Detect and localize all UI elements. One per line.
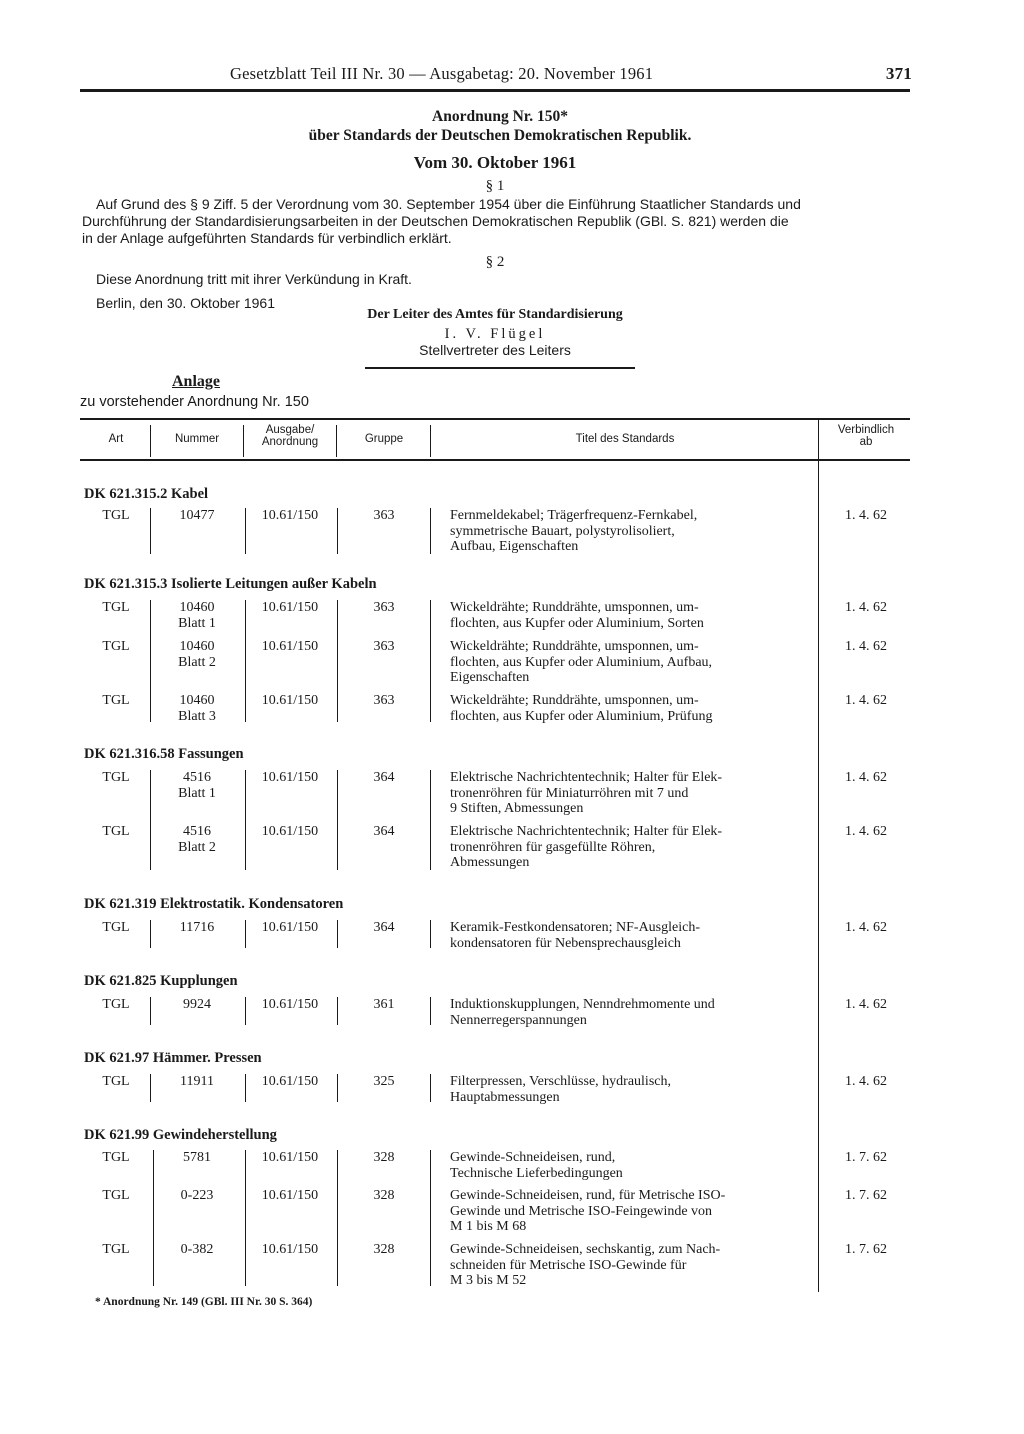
- cell-titel: [450, 1150, 815, 1181]
- row-separator: [430, 508, 431, 554]
- cell-art: TGL: [102, 997, 130, 1012]
- row-separator: [430, 1150, 431, 1286]
- row-separator: [337, 1074, 338, 1102]
- cell-titel: [450, 770, 815, 817]
- titel-line: M 1 bis M 68: [450, 1219, 527, 1234]
- row-separator: [150, 508, 151, 554]
- section-1-line: Auf Grund des § 9 Ziff. 5 der Verordnung vom 30. September 1954 über die Einführung Staatlicher Standards und: [96, 196, 801, 212]
- cell-nummer: 11911: [180, 1074, 214, 1089]
- cell-art: TGL: [102, 693, 130, 708]
- running-header: [80, 64, 920, 88]
- row-separator: [150, 1074, 151, 1102]
- row-separator: [337, 600, 338, 722]
- row-separator: [245, 508, 246, 554]
- cell-art: TGL: [102, 1188, 130, 1203]
- cell-nummer: [156, 600, 238, 631]
- row-separator: [150, 600, 151, 722]
- nummer-value: 10460: [179, 639, 215, 654]
- titel-line: Gewinde-Schneideisen, sechskantig, zum Nach-: [450, 1242, 721, 1257]
- signatory-title: Der Leiter des Amtes für Standardisierung: [367, 307, 623, 322]
- row-separator: [430, 600, 431, 722]
- titel-line: tronenröhren für gasgefüllte Röhren,: [450, 839, 656, 855]
- header-separator: [243, 425, 244, 457]
- signatory-role: Stellvertreter des Leiters: [419, 342, 571, 358]
- group-heading: DK 621.99 Gewindeherstellung: [84, 1127, 277, 1143]
- nummer-value: 10460: [179, 600, 215, 615]
- cell-ausgabe: 10.61/150: [261, 770, 319, 785]
- cell-ausgabe: 10.61/150: [261, 693, 319, 708]
- cell-gruppe: 364: [373, 920, 395, 935]
- titel-line: Wickeldrähte; Runddrähte, umsponnen, um-: [450, 639, 699, 654]
- titel-line: Wickeldrähte; Runddrähte, umsponnen, um-: [450, 600, 699, 615]
- col-header-ausgabe-line2: Anordnung: [261, 436, 319, 448]
- cell-art: TGL: [102, 639, 130, 654]
- cell-gruppe: 361: [373, 997, 395, 1012]
- col-header-verbindlich-line2: ab: [859, 436, 873, 448]
- row-separator: [245, 997, 246, 1025]
- footnote: * Anordnung Nr. 149 (GBl. III Nr. 30 S. 364): [95, 1296, 313, 1308]
- cell-art: TGL: [102, 824, 130, 839]
- cell-nummer: [156, 639, 238, 670]
- titel-line: Nennerregerspannungen: [450, 1012, 587, 1028]
- cell-nummer: 0-382: [180, 1242, 214, 1257]
- cell-titel: [450, 693, 815, 724]
- cell-ausgabe: 10.61/150: [261, 920, 319, 935]
- table-header-rule: [80, 459, 910, 461]
- col-header-verbindlich-line1: Verbindlich: [837, 424, 895, 436]
- cell-nummer: 10477: [179, 508, 215, 523]
- row-separator: [337, 508, 338, 554]
- blatt-value: Blatt 2: [178, 839, 216, 855]
- col-header-verbindlich: [822, 424, 910, 448]
- titel-line: Gewinde-Schneideisen, rund,: [450, 1150, 616, 1165]
- col-header-nummer: Nummer: [174, 433, 220, 445]
- group-heading: DK 621.97 Hämmer. Pressen: [84, 1050, 262, 1066]
- section-1-text: [82, 196, 912, 247]
- cell-titel: [450, 1074, 815, 1105]
- titel-line: kondensatoren für Nebensprechausgleich: [450, 935, 681, 951]
- cell-art: TGL: [102, 1150, 130, 1165]
- annex-subheading: zu vorstehender Anordnung Nr. 150: [80, 394, 309, 410]
- cell-verbindlich: 1. 7. 62: [845, 1150, 887, 1165]
- cell-titel: [450, 639, 815, 686]
- row-separator: [245, 920, 246, 948]
- titel-line: Fernmeldekabel; Trägerfrequenz-Fernkabel,: [450, 508, 698, 523]
- cell-nummer: [156, 824, 238, 855]
- row-separator: [337, 770, 338, 870]
- nummer-value: 4516: [183, 824, 211, 839]
- cell-ausgabe: 10.61/150: [261, 508, 319, 523]
- cell-art: TGL: [102, 600, 130, 615]
- cell-ausgabe: 10.61/150: [261, 1188, 319, 1203]
- nummer-value: 4516: [183, 770, 211, 785]
- header-separator: [336, 425, 337, 457]
- titel-line: symmetrische Bauart, polystyrolisoliert,: [450, 523, 675, 539]
- cell-nummer: [156, 693, 238, 724]
- row-separator: [430, 1074, 431, 1102]
- blatt-value: Blatt 2: [178, 654, 216, 670]
- cell-verbindlich: 1. 7. 62: [845, 1242, 887, 1257]
- cell-gruppe: 328: [373, 1242, 395, 1257]
- signatory-name: I. V. Flügel: [444, 326, 546, 342]
- cell-ausgabe: 10.61/150: [261, 1074, 319, 1089]
- row-separator: [245, 1150, 246, 1286]
- cell-titel: [450, 508, 815, 555]
- cell-nummer: 5781: [183, 1150, 211, 1165]
- verbindlich-column-rule: [818, 420, 819, 1292]
- header-rule: [80, 89, 910, 92]
- cell-ausgabe: 10.61/150: [261, 600, 319, 615]
- cell-gruppe: 363: [373, 600, 395, 615]
- place-date: Berlin, den 30. Oktober 1961: [96, 295, 276, 311]
- group-heading: DK 621.315.2 Kabel: [84, 486, 209, 502]
- header-separator: [150, 425, 151, 457]
- cell-titel: [450, 920, 815, 951]
- titel-line: Wickeldrähte; Runddrähte, umsponnen, um-: [450, 693, 699, 708]
- titel-line: Gewinde-Schneideisen, rund, für Metrische ISO-: [450, 1188, 726, 1203]
- cell-gruppe: 363: [373, 508, 395, 523]
- cell-ausgabe: 10.61/150: [261, 1242, 319, 1257]
- cell-nummer: 9924: [183, 997, 211, 1012]
- titel-line: Aufbau, Eigenschaften: [450, 539, 579, 554]
- col-header-titel: Titel des Standards: [575, 433, 675, 445]
- titel-line: flochten, aus Kupfer oder Aluminium, Aufbau,: [450, 654, 713, 670]
- cell-verbindlich: 1. 4. 62: [845, 639, 887, 654]
- titel-line: Eigenschaften: [450, 670, 530, 685]
- cell-nummer: [156, 770, 238, 801]
- row-separator: [245, 1074, 246, 1102]
- section-1-line: in der Anlage aufgeführten Standards für verbindlich erklärt.: [82, 230, 452, 246]
- titel-line: Abmessungen: [450, 855, 530, 870]
- header-separator: [430, 425, 431, 457]
- annex-heading: Anlage: [172, 373, 220, 390]
- titel-line: Hauptabmessungen: [450, 1089, 560, 1105]
- decree-date: Vom 30. Oktober 1961: [413, 153, 577, 172]
- row-separator: [150, 920, 151, 948]
- cell-titel: [450, 997, 815, 1028]
- cell-ausgabe: 10.61/150: [261, 1150, 319, 1165]
- cell-art: TGL: [102, 1242, 130, 1257]
- cell-titel: [450, 824, 815, 871]
- titel-line: Technische Lieferbedingungen: [450, 1165, 623, 1181]
- decree-title: Anordnung Nr. 150*: [432, 108, 568, 125]
- titel-line: 9 Stiften, Abmessungen: [450, 801, 584, 816]
- cell-art: TGL: [102, 508, 130, 523]
- titel-line: Keramik-Festkondensatoren; NF-Ausgleich-: [450, 920, 700, 935]
- cell-gruppe: 328: [373, 1188, 395, 1203]
- decree-subtitle: über Standards der Deutschen Demokratischen Republik.: [308, 127, 692, 144]
- group-heading: DK 621.319 Elektrostatik. Kondensatoren: [84, 896, 344, 912]
- titel-line: tronenröhren für Miniaturröhren mit 7 und: [450, 785, 689, 801]
- group-heading: DK 621.315.3 Isolierte Leitungen außer Kabeln: [84, 576, 377, 592]
- blatt-value: Blatt 1: [178, 615, 216, 631]
- cell-ausgabe: 10.61/150: [261, 639, 319, 654]
- titel-line: M 3 bis M 52: [450, 1273, 527, 1288]
- cell-gruppe: 363: [373, 639, 395, 654]
- section-2-text: Diese Anordnung tritt mit ihrer Verkündung in Kraft.: [96, 271, 412, 287]
- cell-art: TGL: [102, 770, 130, 785]
- cell-gruppe: 364: [373, 824, 395, 839]
- row-separator: [337, 920, 338, 948]
- cell-verbindlich: 1. 4. 62: [845, 920, 887, 935]
- cell-verbindlich: 1. 4. 62: [845, 824, 887, 839]
- row-separator: [245, 600, 246, 722]
- cell-nummer: 11716: [179, 920, 215, 935]
- cell-ausgabe: 10.61/150: [261, 997, 319, 1012]
- nummer-value: 10460: [179, 693, 215, 708]
- col-header-gruppe: Gruppe: [364, 433, 404, 445]
- col-header-ausgabe: [248, 424, 332, 448]
- cell-nummer: 0-223: [180, 1188, 214, 1203]
- row-separator: [430, 997, 431, 1025]
- cell-art: TGL: [102, 1074, 130, 1089]
- row-separator: [430, 920, 431, 948]
- cell-verbindlich: 1. 4. 62: [845, 508, 887, 523]
- cell-verbindlich: 1. 4. 62: [845, 997, 887, 1012]
- section-2-label: § 2: [485, 254, 505, 270]
- page-number: 371: [885, 64, 912, 83]
- titel-line: Elektrische Nachrichtentechnik; Halter für Elek-: [450, 824, 723, 839]
- row-separator: [245, 770, 246, 870]
- cell-titel: [450, 1188, 815, 1235]
- cell-gruppe: 325: [373, 1074, 395, 1089]
- cell-gruppe: 364: [373, 770, 395, 785]
- cell-gruppe: 363: [373, 693, 395, 708]
- cell-verbindlich: 1. 7. 62: [845, 1188, 887, 1203]
- running-title: Gesetzblatt Teil III Nr. 30 — Ausgabetag: 20. November 1961: [230, 64, 654, 83]
- cell-titel: [450, 1242, 815, 1289]
- section-1-line: Durchführung der Standardisierungsarbeiten in der Deutschen Demokratischen Republik (GBl. S. 821) werden die: [82, 213, 789, 229]
- titel-line: flochten, aus Kupfer oder Aluminium, Sorten: [450, 615, 704, 631]
- col-header-ausgabe-line1: Ausgabe/: [265, 424, 315, 436]
- cell-verbindlich: 1. 4. 62: [845, 600, 887, 615]
- cell-ausgabe: 10.61/150: [261, 824, 319, 839]
- titel-line: Gewinde und Metrische ISO-Feingewinde von: [450, 1203, 713, 1219]
- signature-rule: [365, 367, 635, 369]
- cell-art: TGL: [102, 920, 130, 935]
- row-separator: [337, 1150, 338, 1286]
- group-heading: DK 621.316.58 Fassungen: [84, 746, 244, 762]
- blatt-value: Blatt 1: [178, 785, 216, 801]
- titel-line: Filterpressen, Verschlüsse, hydraulisch,: [450, 1074, 671, 1089]
- cell-gruppe: 328: [373, 1150, 395, 1165]
- cell-verbindlich: 1. 4. 62: [845, 1074, 887, 1089]
- col-header-art: Art: [108, 433, 124, 445]
- titel-line: schneiden für Metrische ISO-Gewinde für: [450, 1257, 687, 1273]
- cell-verbindlich: 1. 4. 62: [845, 770, 887, 785]
- row-separator: [153, 1150, 154, 1286]
- titel-line: Elektrische Nachrichtentechnik; Halter für Elek-: [450, 770, 723, 785]
- section-1-label: § 1: [485, 178, 505, 194]
- titel-line: Induktionskupplungen, Nenndrehmomente und: [450, 997, 715, 1012]
- blatt-value: Blatt 3: [178, 708, 216, 724]
- table-top-rule: [80, 418, 910, 420]
- group-heading: DK 621.825 Kupplungen: [84, 973, 238, 989]
- cell-verbindlich: 1. 4. 62: [845, 693, 887, 708]
- row-separator: [430, 770, 431, 870]
- row-separator: [150, 997, 151, 1025]
- row-separator: [150, 770, 151, 870]
- cell-titel: [450, 600, 815, 631]
- row-separator: [337, 997, 338, 1025]
- titel-line: flochten, aus Kupfer oder Aluminium, Prüfung: [450, 708, 713, 724]
